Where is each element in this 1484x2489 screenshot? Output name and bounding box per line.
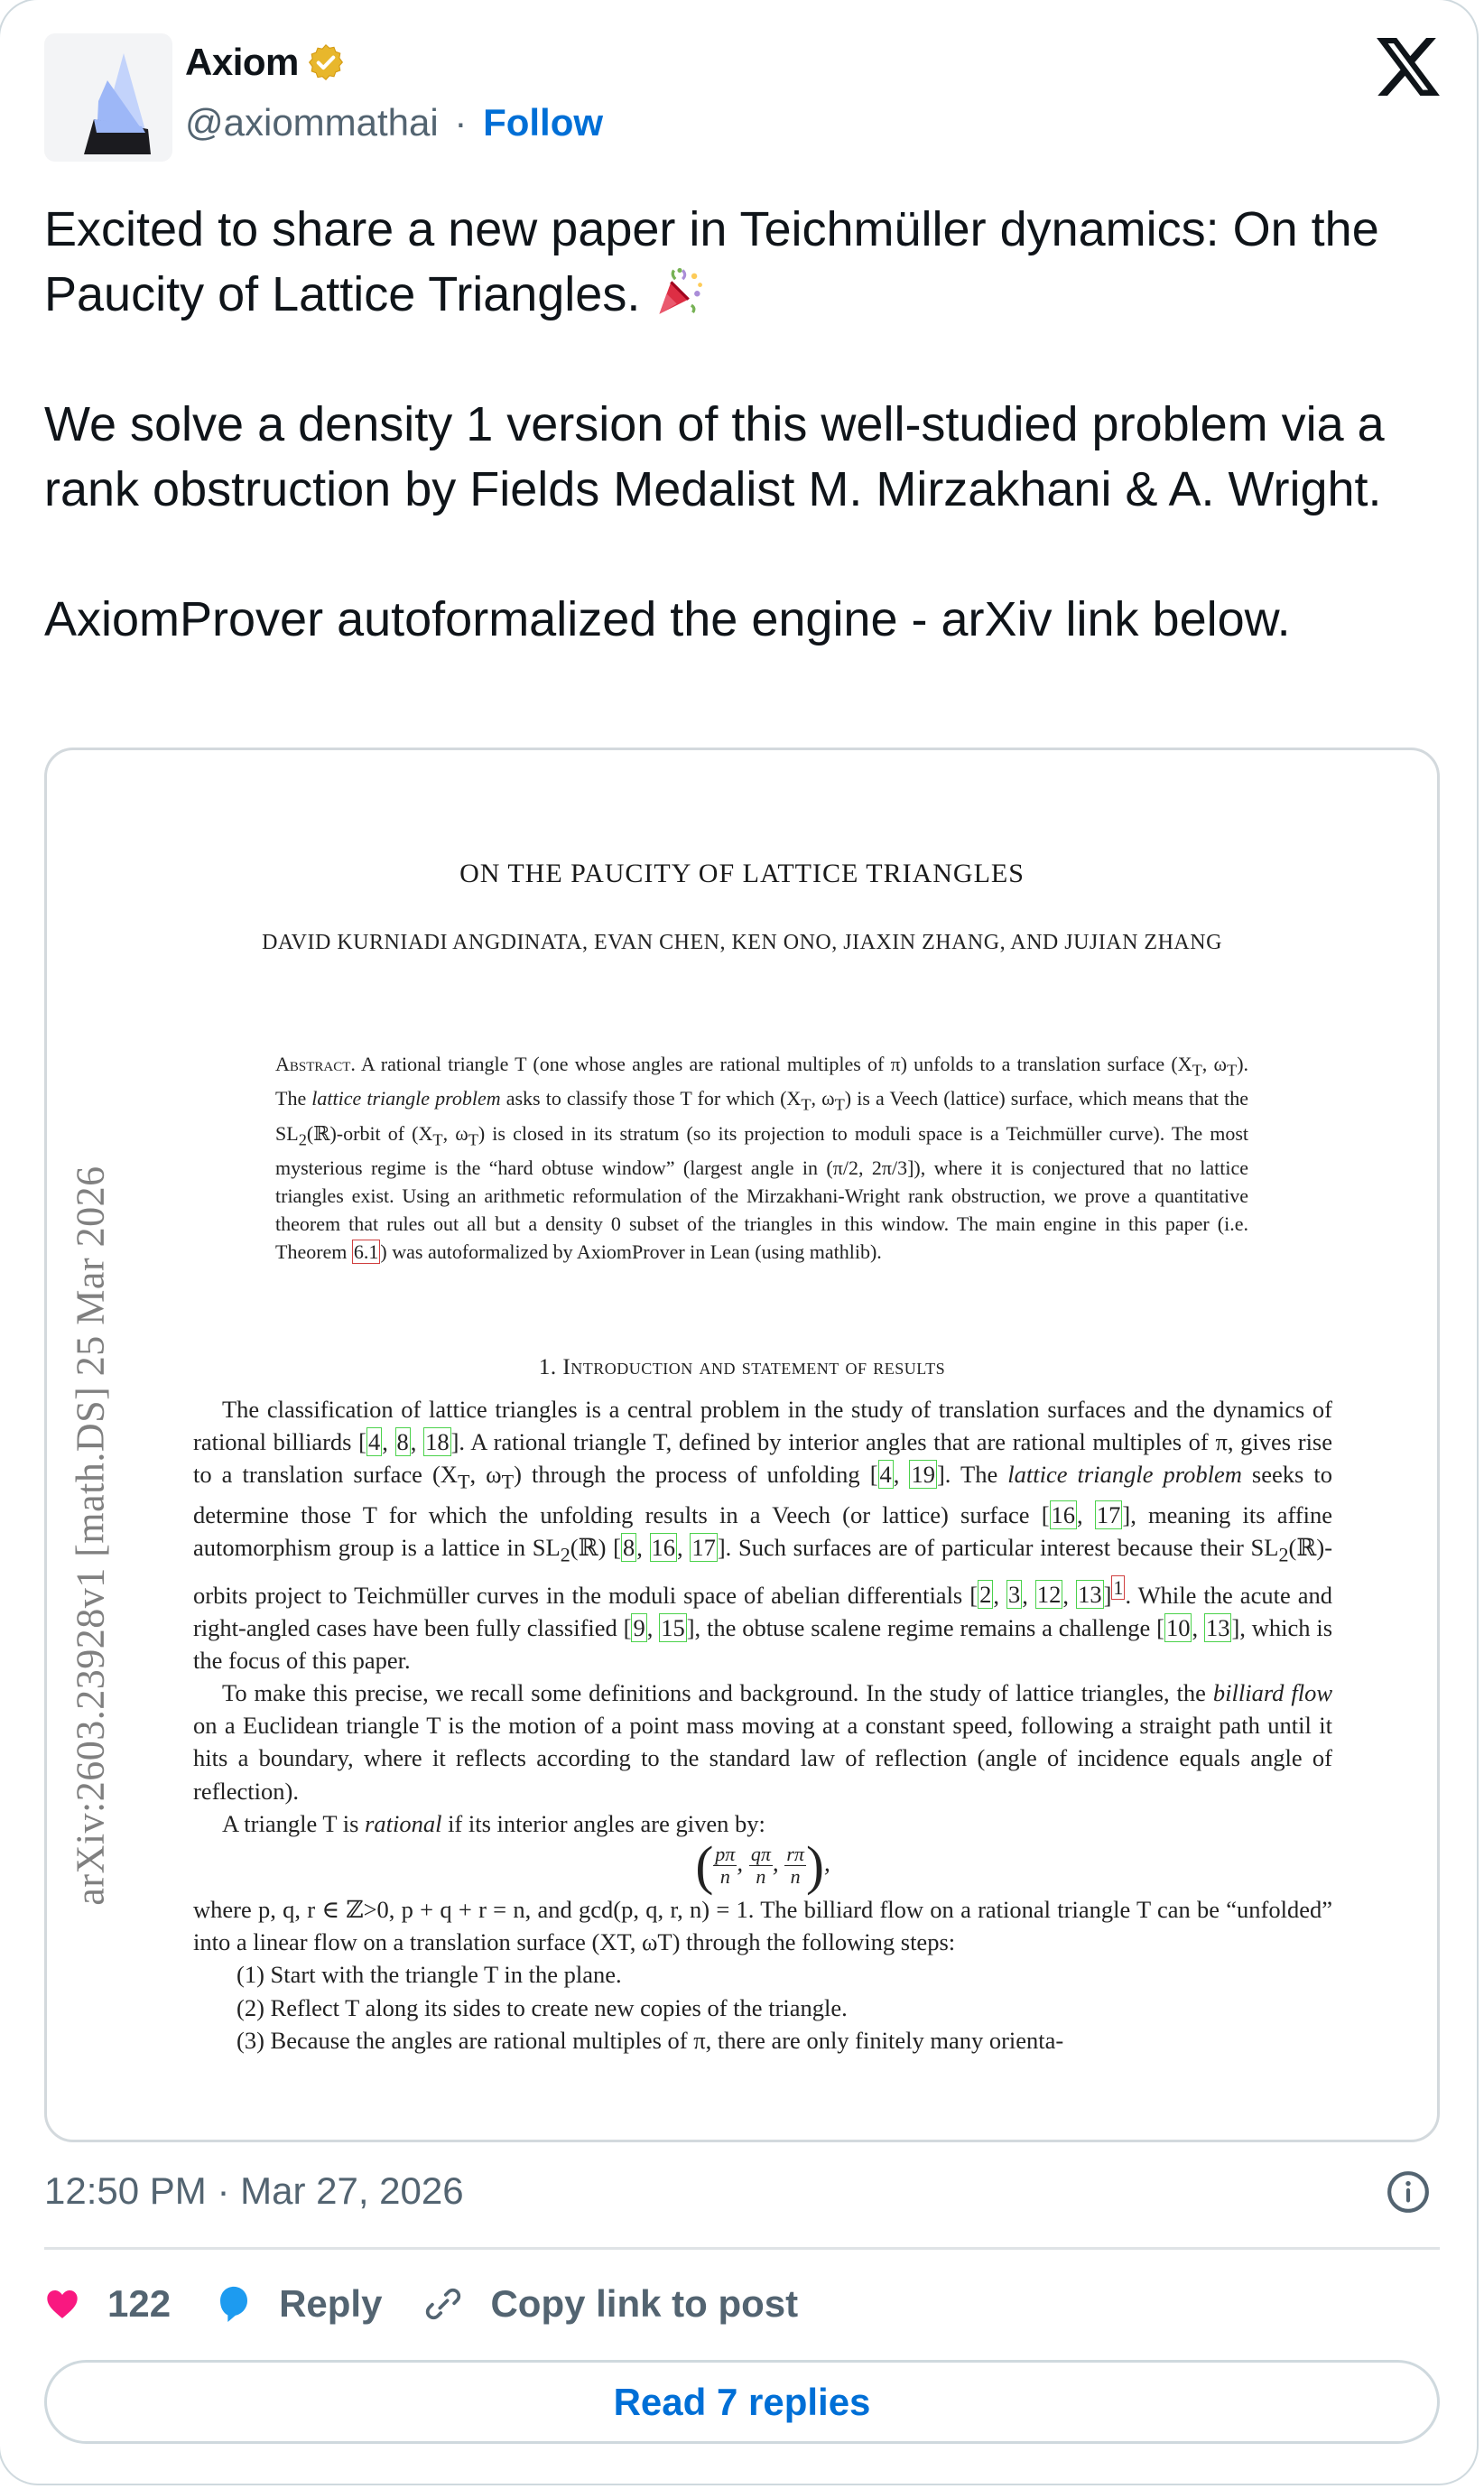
citation-link[interactable]: 13: [1078, 1581, 1102, 1609]
follow-button[interactable]: Follow: [483, 101, 604, 144]
citation-link[interactable]: 9: [633, 1613, 645, 1641]
arxiv-stamp: arXiv:2603.23928v1 [math.DS] 25 Mar 2026: [68, 1166, 113, 1906]
like-button[interactable]: [44, 2282, 171, 2326]
step-item: (1) Start with the triangle T in the plane.: [237, 1961, 622, 1989]
citation-link[interactable]: 12: [1036, 1581, 1062, 1609]
paper-authors: DAVID KURNIADI ANGDINATA, EVAN CHEN, KEN ONO, JIAXIN ZHANG, AND JUJIAN ZHANG: [262, 931, 1222, 954]
background-paragraph: To make this precise, we recall some definitions and background. In the study of lattice triangles, the billiard flow on a Euclidean triangle T is the motion of a point mass moving at a constant speed, following a straight path until it hits a boundary, where it reflects according to the standard law of reflection (angle of incidence equals angle of reflection).: [193, 1679, 1332, 1805]
citation-link[interactable]: 16: [651, 1534, 676, 1562]
author-name[interactable]: Axiom: [185, 41, 299, 83]
read-replies-button[interactable]: Read 7 replies: [44, 2360, 1440, 2444]
action-bar: [44, 2275, 798, 2333]
post-timestamp[interactable]: 12:50 PM · Mar 27, 2026: [44, 2169, 464, 2212]
separator-dot: ·: [454, 101, 468, 144]
step-item: (3) Because the angles are rational multiples of π, there are only finitely many orienta-: [237, 2026, 1064, 2054]
citation-link[interactable]: 8: [396, 1428, 409, 1456]
paper-body: [193, 1393, 1332, 2057]
citation-link[interactable]: 8: [622, 1534, 635, 1562]
link-icon: [423, 2284, 463, 2324]
citation-link[interactable]: 19: [911, 1461, 935, 1489]
axiom-logo-icon: [44, 33, 172, 162]
citation-link[interactable]: 17: [1096, 1500, 1121, 1528]
citation-link[interactable]: 10: [1165, 1613, 1191, 1641]
angle-formula: ( $\frac{p\pi}{n}$ , $\frac{q\pi}{n}$ , $\frac{r\pi}{n}$ ),: [695, 1835, 830, 1896]
citation-link[interactable]: 16: [1051, 1500, 1076, 1528]
paper-preview-card[interactable]: [44, 748, 1440, 2142]
intro-paragraph: The classification of lattice triangles is a central problem in the study of translation surfaces and the dynamics of rational billiards [4, 8, 18]. A rational triangle T, defined by interior angles that are rational multiples of π, gives rise to a translation surface ($X_T$, $\omega_T$) through the process of unfolding [4, 19]. The lattice triangle problem seeks to determine those T for which the unfolding results in a Veech (or lattice) surface [16, 17], meaning its affine automorphism group is a lattice in $SL_2(ℝ)$ [8, 16, 17]. Such surfaces are of particular interest because their $SL_2(ℝ)$-orbits project to Teichmüller curves in the moduli space of abelian differentials [2, 3, 12, 13]$^1$. While the acute and right-angled cases have been fully classified [9, 15], the obtuse scalene regime remains a challenge [10, 13], which is the focus of this paper.: [193, 1396, 1333, 1674]
reply-label: Reply: [279, 2282, 383, 2325]
paper-title: ON THE PAUCITY OF LATTICE TRIANGLES: [459, 859, 1025, 888]
paper-abstract: Abstract. A rational triangle T (one whose angles are rational multiples of π) unfolds to a translation surface ($X_T$, $\omega_T$). The lattice triangle problem asks to classify those T for which ($X_T$, $\omega_T$) is a Veech (lattice) surface, which means that the $SL_2(ℝ)$-orbit of ($X_T$, $\omega_T$) is closed in its stratum (so its projection to moduli space is a Teichmüller curve). The most mysterious regime is the “hard obtuse window” (largest angle in (π/2, 2π/3]), where it is conjectured that no lattice triangles exist. Using an arithmetic reformulation of the Mirzakhani-Wright rank obstruction, we prove a quantitative theorem that rules out all but a density 0 subset of the triangles in this window. The main engine in this paper (i.e. Theorem 6.1) was autoformalized by AxiomProver in Lean (using mathlib).: [275, 1053, 1249, 1264]
tweet-paragraph-2: We solve a density 1 version of this well-studied problem via a rank obstruction by Fields Medalist M. Mirzakhani & A. Wright.: [44, 397, 1385, 516]
author-name-row: [185, 41, 346, 84]
party-popper-icon: [654, 264, 706, 318]
paper-page: [47, 750, 1437, 2140]
citation-link[interactable]: 2: [979, 1581, 992, 1609]
reply-bubble-icon: [216, 2284, 252, 2324]
copy-link-button[interactable]: [423, 2282, 798, 2326]
tweet-paragraph-3: AxiomProver autoformalized the engine - arXiv link below.: [44, 592, 1291, 646]
author-handle-row: [185, 101, 603, 144]
heart-icon: [44, 2286, 80, 2322]
citation-link[interactable]: 3: [1008, 1581, 1021, 1609]
like-count: 122: [107, 2282, 172, 2325]
x-logo-icon[interactable]: [1377, 38, 1440, 96]
theorem-link[interactable]: 6.1: [353, 1240, 379, 1264]
info-icon[interactable]: [1386, 2169, 1431, 2215]
tweet-paragraph-1: Excited to share a new paper in Teichmüller dynamics: On the Paucity of Lattice Triangles.: [44, 202, 1379, 321]
verified-badge-icon: [306, 42, 346, 82]
citation-link[interactable]: 18: [425, 1428, 450, 1456]
copy-link-label: Copy link to post: [490, 2282, 799, 2325]
reply-button[interactable]: [216, 2282, 382, 2326]
step-item: (2) Reflect T along its sides to create new copies of the triangle.: [237, 1993, 848, 2021]
citation-link[interactable]: 4: [879, 1461, 892, 1489]
citation-link[interactable]: 13: [1205, 1613, 1230, 1641]
divider: [44, 2247, 1440, 2250]
citation-link[interactable]: 15: [661, 1613, 685, 1641]
section-heading: 1. Introduction and statement of results: [538, 1355, 946, 1379]
unfolding-paragraph: where p, q, r ∈ ℤ>0, p + q + r = n, and gcd(p, q, r, n) = 1. The billiard flow on a rational triangle T can be “unfolded” into a linear flow on a translation surface (XT, ωT) through the following steps:: [193, 1896, 1332, 1956]
footnote-link[interactable]: 1: [1113, 1575, 1124, 1599]
unfolding-steps: [193, 1958, 1332, 2057]
citation-link[interactable]: 4: [367, 1428, 381, 1456]
tweet-text: [44, 197, 1452, 652]
citation-link[interactable]: 17: [691, 1534, 716, 1562]
avatar[interactable]: [44, 33, 172, 162]
rational-definition-paragraph: A triangle T is rational if its interior angles are given by:: [222, 1809, 765, 1837]
author-handle[interactable]: @axiommathai: [185, 101, 439, 144]
